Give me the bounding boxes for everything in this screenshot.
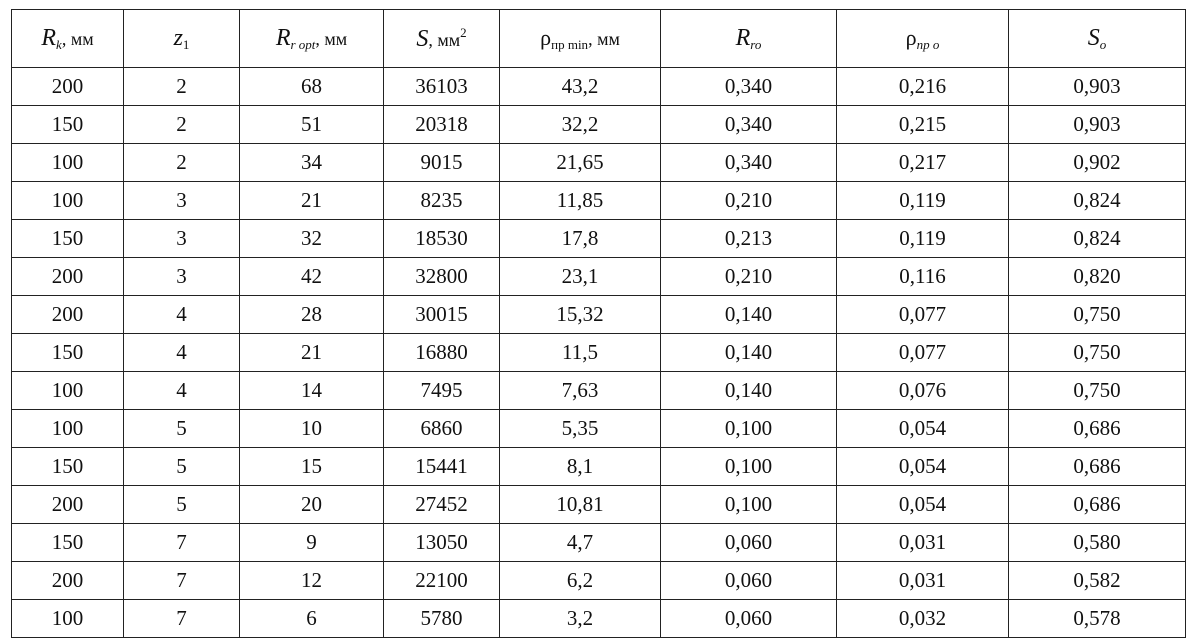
header-r-ro	[661, 10, 837, 68]
header-rho-min-subscript: пр min	[551, 36, 589, 52]
header-r-ro-symbol: R	[735, 25, 751, 51]
table-row	[12, 144, 1186, 182]
cell-s: 27452	[384, 486, 500, 524]
cell-r-ro: 0,140	[661, 334, 837, 372]
cell-rho-o: 0,054	[837, 486, 1009, 524]
cell-r-opt: 20	[240, 486, 384, 524]
cell-r-ro: 0,210	[661, 182, 837, 220]
cell-rk: 100	[12, 372, 124, 410]
cell-rho-min: 23,1	[500, 258, 661, 296]
cell-s-o: 0,903	[1009, 68, 1186, 106]
header-s-unit: , мм	[428, 30, 461, 50]
header-s-o	[1009, 10, 1186, 68]
cell-s-o: 0,824	[1009, 220, 1186, 258]
cell-rho-o: 0,216	[837, 68, 1009, 106]
cell-rk: 100	[12, 600, 124, 638]
cell-rho-min: 5,35	[500, 410, 661, 448]
cell-s: 32800	[384, 258, 500, 296]
cell-rho-o: 0,076	[837, 372, 1009, 410]
cell-s: 9015	[384, 144, 500, 182]
header-r-opt-symbol: R	[275, 25, 291, 51]
cell-rk: 200	[12, 486, 124, 524]
cell-r-opt: 28	[240, 296, 384, 334]
cell-s-o: 0,750	[1009, 334, 1186, 372]
cell-r-ro: 0,060	[661, 562, 837, 600]
cell-rho-o: 0,077	[837, 334, 1009, 372]
header-rho-min-symbol: ρ	[540, 24, 552, 50]
cell-rho-o: 0,119	[837, 182, 1009, 220]
cell-rho-o: 0,077	[837, 296, 1009, 334]
cell-z1: 5	[124, 486, 240, 524]
cell-s: 36103	[384, 68, 500, 106]
cell-r-ro: 0,210	[661, 258, 837, 296]
cell-z1: 2	[124, 106, 240, 144]
header-rk-subscript: k	[56, 37, 62, 52]
cell-s-o: 0,902	[1009, 144, 1186, 182]
cell-rk: 200	[12, 68, 124, 106]
header-s-o-subscript: o	[1099, 37, 1107, 52]
cell-rk: 200	[12, 562, 124, 600]
cell-r-ro: 0,060	[661, 524, 837, 562]
table-body	[12, 68, 1186, 638]
header-rk	[12, 10, 124, 68]
cell-rho-min: 4,7	[500, 524, 661, 562]
cell-z1: 2	[124, 144, 240, 182]
cell-z1: 7	[124, 562, 240, 600]
cell-rho-min: 6,2	[500, 562, 661, 600]
table-row	[12, 372, 1186, 410]
cell-rk: 200	[12, 258, 124, 296]
header-z1-subscript: 1	[182, 37, 190, 52]
cell-rho-o: 0,119	[837, 220, 1009, 258]
cell-r-opt: 10	[240, 410, 384, 448]
cell-s: 8235	[384, 182, 500, 220]
cell-r-opt: 68	[240, 68, 384, 106]
cell-r-ro: 0,100	[661, 448, 837, 486]
cell-s: 6860	[384, 410, 500, 448]
cell-z1: 4	[124, 334, 240, 372]
cell-r-ro: 0,100	[661, 486, 837, 524]
cell-r-ro: 0,340	[661, 68, 837, 106]
cell-rk: 150	[12, 106, 124, 144]
cell-s: 7495	[384, 372, 500, 410]
cell-s-o: 0,686	[1009, 410, 1186, 448]
cell-r-opt: 6	[240, 600, 384, 638]
cell-rk: 150	[12, 334, 124, 372]
table-row	[12, 106, 1186, 144]
cell-z1: 3	[124, 220, 240, 258]
cell-s-o: 0,820	[1009, 258, 1186, 296]
cell-r-opt: 42	[240, 258, 384, 296]
cell-rho-min: 21,65	[500, 144, 661, 182]
table-row	[12, 486, 1186, 524]
cell-rk: 150	[12, 220, 124, 258]
header-s-symbol: S	[416, 26, 429, 52]
header-rho-o-symbol: ρ	[905, 24, 917, 50]
cell-rho-min: 15,32	[500, 296, 661, 334]
header-s-o-symbol: S	[1087, 25, 1100, 51]
cell-rho-o: 0,217	[837, 144, 1009, 182]
table-row	[12, 562, 1186, 600]
header-z1-symbol: z	[173, 25, 183, 51]
cell-s: 13050	[384, 524, 500, 562]
cell-r-opt: 9	[240, 524, 384, 562]
table-row	[12, 182, 1186, 220]
header-r-opt	[240, 10, 384, 68]
cell-z1: 4	[124, 296, 240, 334]
cell-rho-o: 0,116	[837, 258, 1009, 296]
cell-rho-min: 11,5	[500, 334, 661, 372]
data-table-container	[11, 9, 1185, 634]
cell-s: 20318	[384, 106, 500, 144]
cell-r-ro: 0,213	[661, 220, 837, 258]
cell-z1: 5	[124, 448, 240, 486]
cell-rho-min: 7,63	[500, 372, 661, 410]
data-table	[11, 9, 1186, 638]
table-row	[12, 220, 1186, 258]
cell-z1: 3	[124, 182, 240, 220]
cell-rk: 150	[12, 524, 124, 562]
header-r-ro-subscript: ro	[750, 37, 762, 52]
cell-r-opt: 21	[240, 334, 384, 372]
cell-r-ro: 0,140	[661, 296, 837, 334]
table-row	[12, 68, 1186, 106]
table-row	[12, 524, 1186, 562]
cell-rho-min: 43,2	[500, 68, 661, 106]
cell-s: 30015	[384, 296, 500, 334]
cell-rho-min: 8,1	[500, 448, 661, 486]
cell-r-ro: 0,340	[661, 106, 837, 144]
cell-z1: 7	[124, 600, 240, 638]
cell-r-ro: 0,140	[661, 372, 837, 410]
cell-s-o: 0,580	[1009, 524, 1186, 562]
table-header-row	[12, 10, 1186, 68]
cell-rho-o: 0,215	[837, 106, 1009, 144]
cell-s: 16880	[384, 334, 500, 372]
cell-rho-min: 17,8	[500, 220, 661, 258]
cell-rk: 100	[12, 144, 124, 182]
cell-r-opt: 34	[240, 144, 384, 182]
cell-rk: 200	[12, 296, 124, 334]
cell-z1: 5	[124, 410, 240, 448]
cell-r-ro: 0,340	[661, 144, 837, 182]
table-row	[12, 410, 1186, 448]
header-s	[384, 10, 500, 68]
cell-rk: 150	[12, 448, 124, 486]
cell-z1: 4	[124, 372, 240, 410]
cell-r-ro: 0,060	[661, 600, 837, 638]
header-rho-o-subscript: пр o	[916, 36, 940, 52]
cell-rho-o: 0,054	[837, 448, 1009, 486]
table-row	[12, 448, 1186, 486]
table-row	[12, 258, 1186, 296]
cell-s: 22100	[384, 562, 500, 600]
cell-rho-min: 32,2	[500, 106, 661, 144]
cell-r-opt: 14	[240, 372, 384, 410]
cell-r-opt: 51	[240, 106, 384, 144]
cell-s-o: 0,578	[1009, 600, 1186, 638]
header-r-opt-subscript: r opt	[290, 37, 316, 52]
cell-rho-o: 0,031	[837, 562, 1009, 600]
cell-r-opt: 32	[240, 220, 384, 258]
cell-s-o: 0,582	[1009, 562, 1186, 600]
cell-rk: 100	[12, 410, 124, 448]
header-rho-min-unit: , мм	[588, 28, 620, 49]
header-s-superscript: 2	[460, 25, 467, 40]
header-z1	[124, 10, 240, 68]
cell-r-opt: 12	[240, 562, 384, 600]
cell-rk: 100	[12, 182, 124, 220]
cell-rho-o: 0,031	[837, 524, 1009, 562]
cell-rho-min: 3,2	[500, 600, 661, 638]
header-r-opt-unit: , мм	[315, 29, 348, 49]
cell-z1: 3	[124, 258, 240, 296]
cell-s-o: 0,686	[1009, 486, 1186, 524]
cell-s: 5780	[384, 600, 500, 638]
header-rk-symbol: R	[41, 25, 57, 51]
cell-s: 15441	[384, 448, 500, 486]
cell-s-o: 0,750	[1009, 296, 1186, 334]
table-row	[12, 296, 1186, 334]
cell-r-opt: 21	[240, 182, 384, 220]
table-row	[12, 334, 1186, 372]
cell-r-ro: 0,100	[661, 410, 837, 448]
cell-z1: 2	[124, 68, 240, 106]
cell-rho-o: 0,054	[837, 410, 1009, 448]
header-rho-min	[500, 10, 661, 68]
table-row	[12, 600, 1186, 638]
cell-s-o: 0,903	[1009, 106, 1186, 144]
cell-s: 18530	[384, 220, 500, 258]
cell-rho-o: 0,032	[837, 600, 1009, 638]
cell-s-o: 0,750	[1009, 372, 1186, 410]
cell-s-o: 0,686	[1009, 448, 1186, 486]
cell-z1: 7	[124, 524, 240, 562]
cell-r-opt: 15	[240, 448, 384, 486]
cell-s-o: 0,824	[1009, 182, 1186, 220]
header-rk-unit: , мм	[61, 29, 94, 49]
header-rho-o	[837, 10, 1009, 68]
cell-rho-min: 11,85	[500, 182, 661, 220]
cell-rho-min: 10,81	[500, 486, 661, 524]
